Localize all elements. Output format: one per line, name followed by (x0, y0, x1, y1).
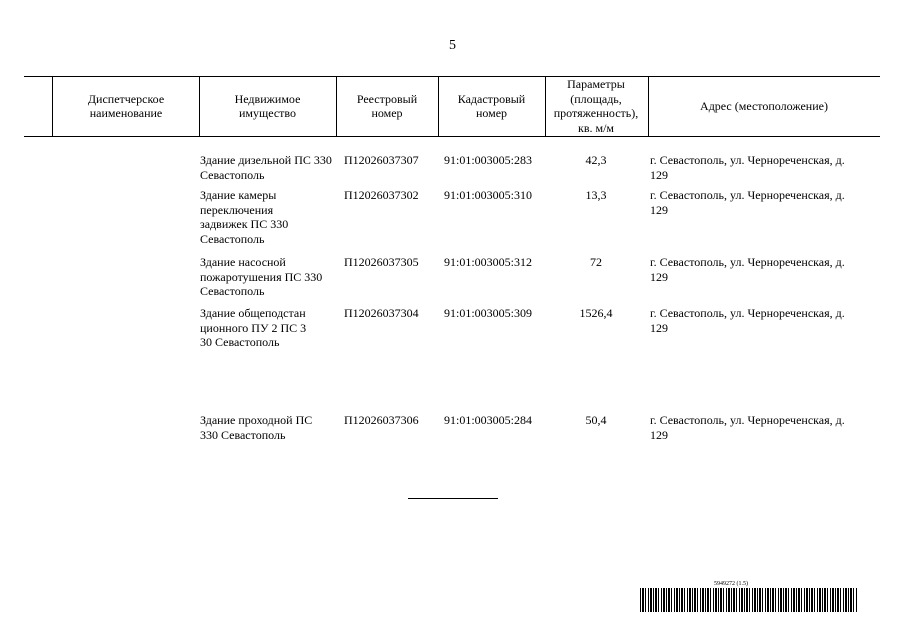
column-divider (336, 76, 337, 136)
registry-cell: П12026037306 (344, 413, 419, 427)
address-cell: г. Севастополь, ул. Чернореченская, д. 129 (650, 413, 845, 442)
params-cell: 13,3 (585, 188, 607, 202)
header-address (652, 76, 876, 136)
address-cell: г. Севастополь, ул. Чернореченская, д. 129 (650, 255, 845, 284)
cadastral-cell: 91:01:003005:312 (444, 255, 533, 269)
barcode-block (640, 581, 858, 612)
registry-cell: П12026037307 (344, 153, 419, 167)
params-cell: 42,3 (585, 153, 607, 167)
cadastral-cell: 91:01:003005:283 (444, 153, 533, 167)
address-cell: г. Севастополь, ул. Чернореченская, д. 129 (650, 306, 845, 335)
column-divider (52, 76, 53, 136)
registry-cell: П12026037304 (344, 306, 419, 320)
header-registry-number (340, 76, 434, 136)
header-cadastral-number (442, 76, 541, 136)
column-divider (199, 76, 200, 136)
header-dispatch-name (60, 76, 192, 136)
registry-cell: П12026037305 (344, 255, 419, 269)
header-label: Параметры (площадь, протяженность), кв. м/м (553, 77, 639, 135)
header-label: Реестровый номер (356, 91, 418, 120)
cadastral-cell: 91:01:003005:310 (444, 188, 533, 202)
property-cell: Здание камеры переключения задвижек ПС 330 Севастополь (200, 188, 289, 246)
header-label: Недвижимое имущество (234, 91, 301, 120)
header-label: Диспетчерское наименование (87, 91, 165, 120)
page-number: 5 (449, 38, 456, 53)
header-property (205, 76, 330, 136)
cadastral-cell: 91:01:003005:309 (444, 306, 533, 320)
params-cell: 72 (590, 255, 602, 269)
header-parameters (546, 76, 646, 136)
property-cell: Здание проходной ПС 330 Севастополь (200, 413, 313, 442)
property-cell: Здание насосной пожаротушения ПС 330 Севастополь (200, 255, 323, 298)
params-cell: 1526,4 (579, 306, 613, 320)
column-divider (648, 76, 649, 136)
barcode-code: 5949272 (1.5) (714, 581, 748, 587)
header-label: Кадастровый номер (457, 91, 526, 120)
header-bottom-rule (24, 136, 880, 137)
column-divider (438, 76, 439, 136)
barcode-icon (640, 588, 858, 612)
property-cell: Здание общеподстанционного ПУ 2 ПС 330 Севастополь (200, 306, 307, 349)
registry-cell: П12026037302 (344, 188, 419, 202)
address-cell: г. Севастополь, ул. Чернореченская, д. 129 (650, 188, 845, 217)
header-label: Адрес (местоположение) (700, 98, 828, 113)
address-cell: г. Севастополь, ул. Чернореченская, д. 129 (650, 153, 845, 182)
closing-rule (408, 498, 498, 499)
cadastral-cell: 91:01:003005:284 (444, 413, 533, 427)
property-cell: Здание дизельной ПС 330 Севастополь (200, 153, 332, 182)
params-cell: 50,4 (585, 413, 607, 427)
